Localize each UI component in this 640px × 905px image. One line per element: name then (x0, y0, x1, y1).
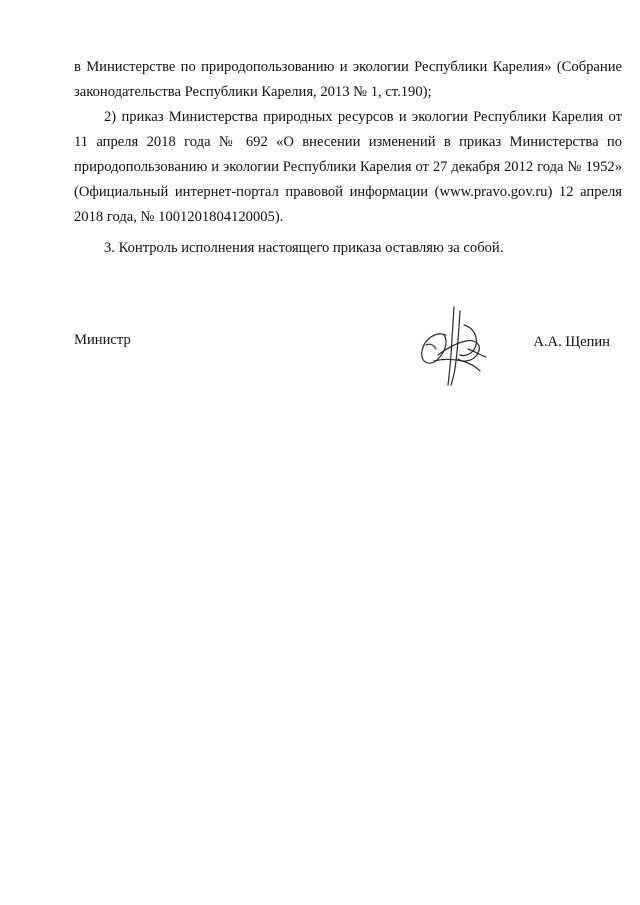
signatory-title: Министр (74, 332, 131, 348)
signature-block (74, 330, 622, 400)
paragraph-item-3: 3. Контроль исполнения настоящего приказа оставляю за собой. (104, 240, 504, 256)
signatory-name: А.А. Щепин (533, 334, 610, 350)
paragraph-continuation: в Министерстве по природопользованию и экологии Республики Карелия» (Собрание законодательства Республики Карелия, 2013 № 1, ст.190); (74, 59, 622, 100)
document-body (74, 55, 622, 261)
paragraph-item-2: 2) приказ Министерства природных ресурсов и экологии Республики Карелия от 11 апреля 2018 года № 692 «О внесении изменений в приказ Министерства по природопользованию и экологии Республики Карелия от 27 декабря 2012 года № 1952» (Официальный интернет-портал правовой информации (www.pravo.gov.ru) 12 апреля 2018 года, № 1001201804120005). (74, 109, 622, 225)
handwritten-signature (416, 305, 492, 387)
